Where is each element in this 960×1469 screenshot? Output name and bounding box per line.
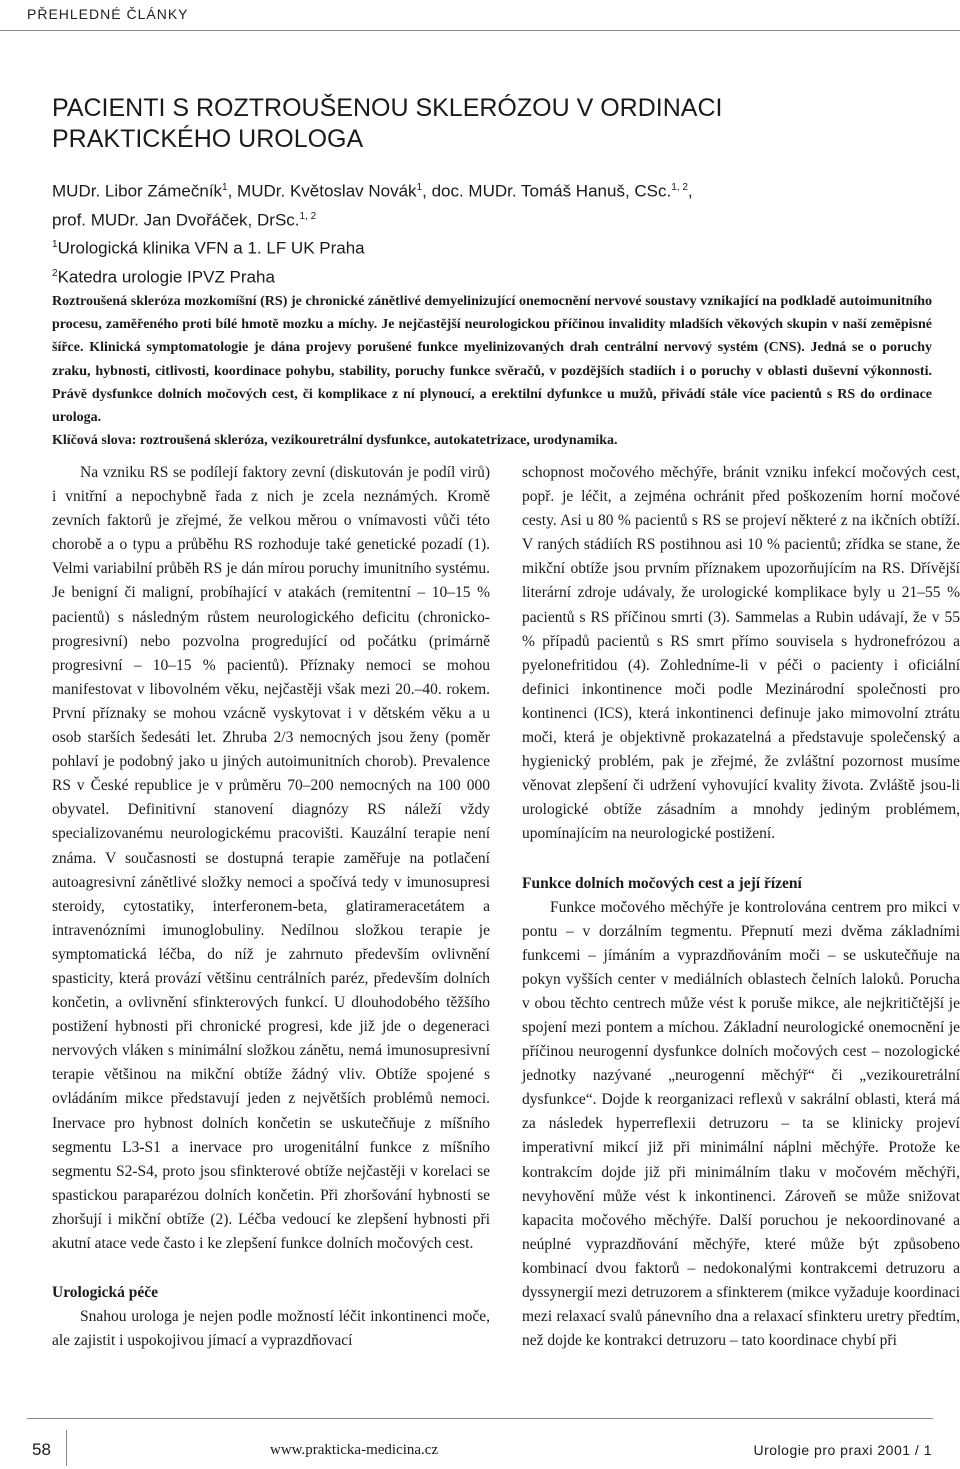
affiliation-mark: 1	[52, 239, 58, 251]
article-title	[52, 93, 932, 155]
author-name: prof. MUDr. Jan Dvořáček, DrSc.	[52, 210, 300, 230]
affiliation-mark: 1	[222, 182, 228, 193]
keywords: Klíčová slova: roztroušená skleróza, vezikouretrální dysfunkce, autokatetrizace, urodynamika.	[52, 433, 618, 449]
body-paragraph: Funkce močového měchýře je kontrolována centrem pro mikci v pontu – v dorzálním tegmentu. Přepnutí mezi dvěma základními funkcemi – jímáním a vyprazdňováním moči – se uskutečňuje na pokyn vyšších center v mediálních oblastech čelních laloků. Porucha v obou těchto centrech může vést k poruše mikce, ale nejkritičtější je spojení mezi pontem a míchou. Základní neurologické onemocnění je příčinou neurogenní dysfunkce dolních močových cest – nozologické jednotky nazývané „neurogenní měchýř“ či „vezikouretrální dysfunkce“. Dojde k reorganizaci reflexů v sakrální oblasti, která má za následek hyperreflexii detruzoru – ta se klinicky projeví imperativní mikcí již při minimální náplni měchýře. Protože ke kontrakcím dojde již při minimálním tlaku v močovém měchýři, nevyhovění může vést k inkontinenci. Zároveň se může snižovat kapacita močového měchýře. Další poruchou je nekoordinované a neúplné vyprazdňování měchýře, které může být způsobeno kombinací dvou faktorů – nedokonalými kontrakcemi detruzoru a dyssynergií mezi detruzorem a sfinkterem (mikce vyžaduje koordinaci mezi relaxací svalů pánevního dna a relaxací sfinkteru uretry předtím, než dojde ke kontrakci detruzoru – tato koordinace chybí při	[522, 898, 960, 1350]
affiliation	[52, 232, 932, 261]
abstract-text: Roztroušená skleróza mozkomíšní (RS) je chronické zánětlivé demyelinizující onemocnění nervové soustavy vznikající na podkladě autoimunitního procesu, zaměřeného proti bílé hmotě mozku a míchy. Je nejčastější neurologickou příčinou invalidity mladších věkových skupin v naší zeměpisné šířce. Klinická symptomatologie je dána projevy porušené funkce myelinizovaných drah centrální nervový systém (CNS). Jedná se o poruchy zraku, hybnosti, citlivosti, koordinace pohybu, stability, poruchy funkce svěračů, v pozdějších stadiích i o poruchy v oblasti duševní výkonnosti. Právě dysfunkce dolních močových cest, či komplikace z ní plynoucí, a erektilní dyfunkce u mužů, přivádí stále více pacientů s RS do ordinace urologa.	[52, 294, 932, 426]
section-heading: Funkce dolních močových cest a její řízení	[522, 874, 802, 892]
author-name: , doc. MUDr. Tomáš Hanuš, CSc.	[422, 181, 672, 201]
affiliation-text: Urologická klinika VFN a 1. LF UK Praha	[57, 238, 365, 258]
affiliation-mark: 2	[52, 267, 58, 279]
bottom-divider	[27, 1418, 933, 1419]
section-heading: Urologická péče	[52, 1284, 159, 1302]
website-link[interactable]: www.prakticka-medicina.cz	[270, 1442, 439, 1458]
left-column	[52, 461, 490, 1353]
section-label: PŘEHLEDNÉ ČLÁNKY	[27, 6, 189, 22]
affiliation-mark: 1, 2	[299, 210, 317, 222]
top-divider	[0, 30, 960, 31]
body-paragraph: Na vzniku RS se podílejí faktory zevní (diskutován je podíl virů) i vnitřní a nepochybně řada z nich je zcela neznámých. Kromě zevních faktorů je zřejmé, že velkou měrou o vnímavosti vůči této chorobě a o typu a průběhu RS rozhoduje také genetické pozadí (1). Velmi variabilní průběh RS je dán mírou poruchy imunitního systému. Je benigní či maligní, probíhající v atakách (remitentní – 10–15 % pacientů) s následným růstem neurologického deficitu (chronicko-progresivní) nebo pozvolna progredující od počátku (primárně progresivní – 10–15 % pacientů). Příznaky nemoci se mohou manifestovat v libovolném věku, nejčastěji však mezi 20.–40. rokem. První příznaky se mohou vzácně vyskytovat i v dětském věku a u osob starších šedesáti let. Zhruba 2/3 nemocných jsou ženy (poměr pohlaví je podobný jako u jiných autoimunitních chorob). Prevalence RS v České republice je v průměru 70–200 nemocných na 100 000 obyvatel. Definitivní stanovení diagnózy RS náleží vždy specializovanému neurologickému pracovišti. Kauzální terapie není známa. V současnosti se dostupná terapie zaměřuje na potlačení autoagresivní zánětlivé složky nemoci a spočívá tedy v imunosupresi steroidy, cytostatiky, interferonem-beta, glatirameracetátem a intravenózními imunoglobuliny. Nedílnou složkou terapie je symptomatická léčba, do níž je zahrnuto především ovlivnění spasticity, která provází většinu centrálních paréz, především dolních končetin, a ovlivnění sfinkterových funkcí. U dlouhodobého těžšího postižení hybnosti při chronické progresi, kde již jde o degeneraci nervových vláken s minimální složkou zánětu, nemá imunosupresivní terapie většinou na mikční obtíže žádný vliv. Obtíže spojené s ovládáním mikce představují jeden z největších problémů nemoci. Inervace pro hybnost dolních končetin se uskutečňuje z míšního segmentu L3-S1 a inervace pro urogenitální funkce z míšního segmentu S2-S4, proto jsou sfinkterové obtíže nejčastěji v korelaci se spastickou paraparézou dolních končetin. Při zhoršování hybnosti se zhoršují i mikční obtíže (2). Léčba vedoucí ke zlepšení hybnosti při akutní atace vede často i ke zlepšení funkce dolních močových cest.	[52, 464, 490, 1252]
author-name: , MUDr. Květoslav Novák	[227, 181, 417, 201]
affiliation-mark: 1, 2	[671, 182, 688, 193]
author-block	[52, 175, 932, 290]
affiliation-mark: 1	[416, 182, 423, 193]
journal-name: Urologie pro praxi 2001 / 1	[753, 1442, 932, 1458]
body-paragraph: Snahou urologa je nejen podle možností léčit inkontinenci moče, ale zajistit i uspokojivou jímací a vyprazdňovací	[52, 1308, 490, 1350]
title-line: PRAKTICKÉHO UROLOGA	[52, 125, 364, 153]
authors-line	[52, 175, 932, 204]
authors-line	[52, 204, 932, 233]
affiliation-text: Katedra urologie IPVZ Praha	[57, 267, 275, 287]
title-line: PACIENTI S ROZTROUŠENOU SKLERÓZOU V ORDINACI	[52, 94, 723, 122]
affiliation	[52, 261, 932, 290]
body-paragraph: schopnost močového měchýře, bránit vzniku infekcí močových cest, popř. je léčit, a zejména ochránit před poškozením horní močové cesty. Asi u 80 % pacientů s RS se projeví některé z na ikčních obtíží. V raných stádiích RS postihnou asi 10 % pacientů; zřídka se stane, že mikční obtíže jsou prvním příznakem upozorňujícím na RS. Dřívější literární zdroje udávaly, že urologické komplikace byly u 21–55 % pacientů s RS příčinou smrti (3). Sammelas a Rubin udávají, že v 55 % případů pacientů s RS smrt přímo souvisela s hydronefrózou a pyelonefritidou (4). Zohledníme-li v péči o pacienty i oficiální definici inkontinence moči podle Mezinárodní společnosti pro kontinenci (ICS), která inkontinenci definuje jako mimovolní ztrátu moči, která je objektivně prokazatelná a představuje společenský a hygienický problém, pak je zřejmé, že zvláštní pozornost musíme věnovat zlepšení či udržení vyhovující kvality života. Zvláště jsou-li urologické obtíže zásadním a mnohdy jediným problémem, upomínajícím na neurologické postižení.	[522, 464, 960, 843]
page-number: 58	[32, 1440, 51, 1459]
author-separator: ,	[687, 181, 693, 201]
footer-divider	[66, 1430, 67, 1466]
abstract	[52, 290, 932, 452]
author-name: MUDr. Libor Zámečník	[52, 181, 223, 201]
right-column	[522, 461, 960, 1353]
